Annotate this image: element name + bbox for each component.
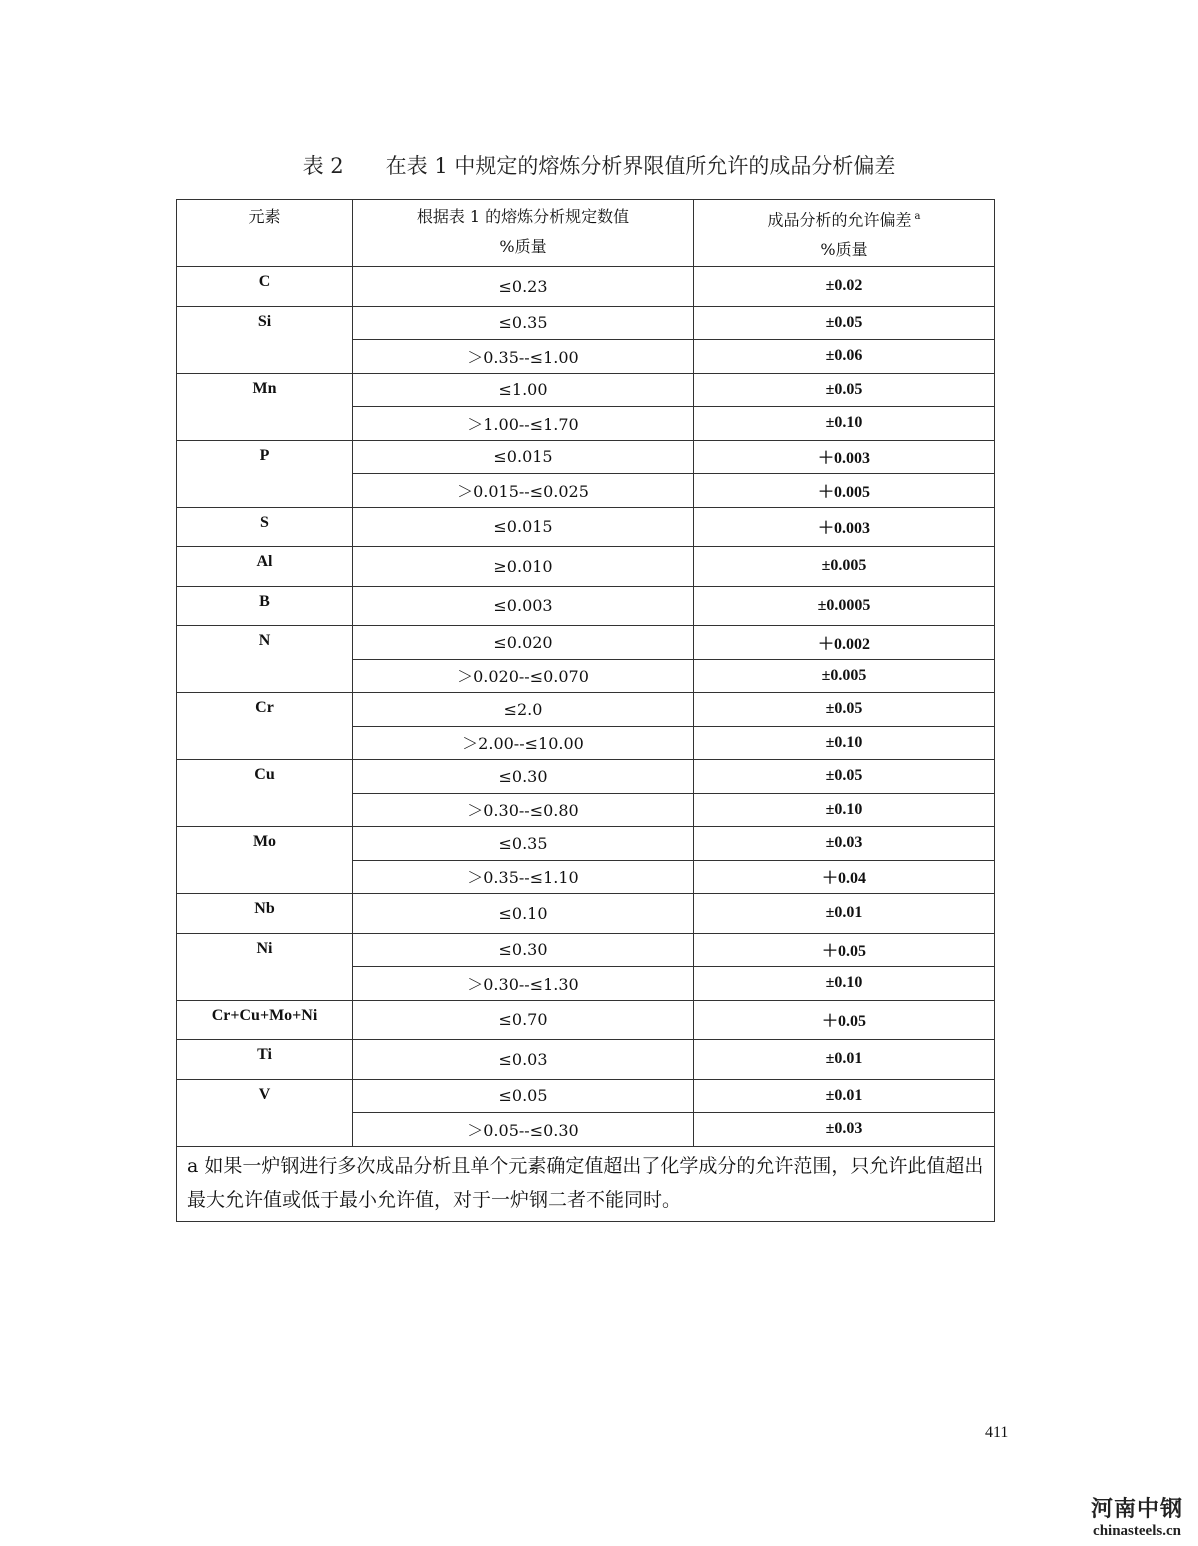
element-cell: Mo: [177, 827, 353, 894]
spec-range-cell: ≤0.020: [353, 626, 694, 660]
element-cell: Ni: [177, 933, 353, 1000]
element-cell: S: [177, 507, 353, 547]
tolerance-table: [176, 199, 995, 1222]
deviation-cell: ＋0.05: [694, 1000, 995, 1040]
table-row: [177, 760, 995, 794]
spec-range-cell: ＞0.05--≤0.30: [353, 1113, 694, 1147]
table-caption: [0, 150, 1198, 180]
header-dev-line2: %质量: [820, 240, 868, 260]
spec-range-cell: ≤0.35: [353, 306, 694, 340]
watermark-cn: 河南中钢: [1090, 1497, 1183, 1522]
footnote-marker: a: [914, 211, 921, 222]
header-spec-line1: 根据表 1 的熔炼分析规定数值: [416, 207, 630, 226]
footnote-row: [177, 1146, 995, 1221]
spec-range-cell: ＞0.020--≤0.070: [353, 659, 694, 693]
footnote-text: a 如果一炉钢进行多次成品分析且单个元素确定值超出了化学成分的允许范围，只允许此值超出最大允许值或低于最小允许值，对于一炉钢二者不能同时。: [177, 1146, 995, 1221]
element-cell: N: [177, 626, 353, 693]
table-row: [177, 933, 995, 967]
table-row: [177, 507, 995, 547]
spec-range-cell: ≤0.30: [353, 760, 694, 794]
header-dev-line1: 成品分析的允许偏差: [767, 210, 912, 230]
spec-range-cell: ＞0.30--≤0.80: [353, 793, 694, 827]
deviation-cell: ＋0.05: [694, 933, 995, 967]
table-row: [177, 267, 995, 307]
spec-range-cell: ＞2.00--≤10.00: [353, 726, 694, 760]
deviation-cell: ±0.02: [694, 267, 995, 307]
deviation-cell: ±0.06: [694, 340, 995, 374]
spec-range-cell: ＞1.00--≤1.70: [353, 407, 694, 441]
element-cell: Cr: [177, 693, 353, 760]
deviation-cell: ±0.10: [694, 726, 995, 760]
table-title: 在表 1 中规定的熔炼分析界限值所允许的成品分析偏差: [385, 154, 896, 178]
spec-range-cell: ＞0.30--≤1.30: [353, 967, 694, 1001]
spec-range-cell: ≥0.010: [353, 547, 694, 587]
spec-range-cell: ＞0.015--≤0.025: [353, 474, 694, 508]
spec-range-cell: ≤2.0: [353, 693, 694, 727]
header-element-label: 元素: [248, 207, 281, 226]
table-header-row: [177, 200, 995, 267]
deviation-cell: ±0.05: [694, 373, 995, 407]
table-row: [177, 306, 995, 340]
table-row: [177, 373, 995, 407]
table-row: [177, 827, 995, 861]
spec-range-cell: ≤0.10: [353, 894, 694, 934]
spec-range-cell: ≤0.015: [353, 440, 694, 474]
spec-range-cell: ≤0.05: [353, 1079, 694, 1113]
spec-range-cell: ≤0.23: [353, 267, 694, 307]
page-number: 411: [985, 1424, 1009, 1441]
element-cell: Ti: [177, 1040, 353, 1080]
element-cell: Cu: [177, 760, 353, 827]
deviation-cell: ±0.10: [694, 793, 995, 827]
element-cell: B: [177, 586, 353, 626]
element-cell: V: [177, 1079, 353, 1146]
spec-range-cell: ≤0.35: [353, 827, 694, 861]
deviation-cell: ±0.03: [694, 827, 995, 861]
tolerance-table-body: [177, 200, 995, 1222]
spec-range-cell: ＞0.35--≤1.10: [353, 860, 694, 894]
table-row: [177, 626, 995, 660]
element-cell: Al: [177, 547, 353, 587]
deviation-cell: ±0.10: [694, 407, 995, 441]
table-row: [177, 440, 995, 474]
element-cell: Cr+Cu+Mo+Ni: [177, 1000, 353, 1040]
deviation-cell: ±0.10: [694, 967, 995, 1001]
deviation-cell: ±0.01: [694, 894, 995, 934]
deviation-cell: ±0.05: [694, 306, 995, 340]
deviation-cell: ±0.01: [694, 1040, 995, 1080]
table-row: [177, 586, 995, 626]
table-row: [177, 547, 995, 587]
element-cell: Si: [177, 306, 353, 373]
header-element: [177, 200, 353, 267]
element-cell: C: [177, 267, 353, 307]
header-spec-line2: %质量: [499, 237, 547, 256]
table-row: [177, 1079, 995, 1113]
deviation-cell: ±0.03: [694, 1113, 995, 1147]
deviation-cell: ＋0.04: [694, 860, 995, 894]
element-cell: Nb: [177, 894, 353, 934]
deviation-cell: ±0.01: [694, 1079, 995, 1113]
spec-range-cell: ≤1.00: [353, 373, 694, 407]
spec-range-cell: ≤0.30: [353, 933, 694, 967]
deviation-cell: ±0.05: [694, 693, 995, 727]
element-cell: Mn: [177, 373, 353, 440]
element-cell: P: [177, 440, 353, 507]
header-deviation: [694, 200, 995, 267]
spec-range-cell: ≤0.003: [353, 586, 694, 626]
deviation-cell: ＋0.005: [694, 474, 995, 508]
spec-range-cell: ＞0.35--≤1.00: [353, 340, 694, 374]
spec-range-cell: ≤0.015: [353, 507, 694, 547]
header-spec: [353, 200, 694, 267]
deviation-cell: ±0.005: [694, 659, 995, 693]
deviation-cell: ±0.0005: [694, 586, 995, 626]
table-row: [177, 1040, 995, 1080]
watermark-en: chinasteels.cn: [1093, 1523, 1181, 1539]
deviation-cell: ＋0.003: [694, 507, 995, 547]
deviation-cell: ＋0.002: [694, 626, 995, 660]
table-row: [177, 1000, 995, 1040]
table-number: 表 2: [302, 154, 344, 178]
deviation-cell: ＋0.003: [694, 440, 995, 474]
deviation-cell: ±0.005: [694, 547, 995, 587]
spec-range-cell: ≤0.70: [353, 1000, 694, 1040]
table-row: [177, 693, 995, 727]
spec-range-cell: ≤0.03: [353, 1040, 694, 1080]
deviation-cell: ±0.05: [694, 760, 995, 794]
table-row: [177, 894, 995, 934]
watermark-logo: [1082, 1492, 1192, 1540]
